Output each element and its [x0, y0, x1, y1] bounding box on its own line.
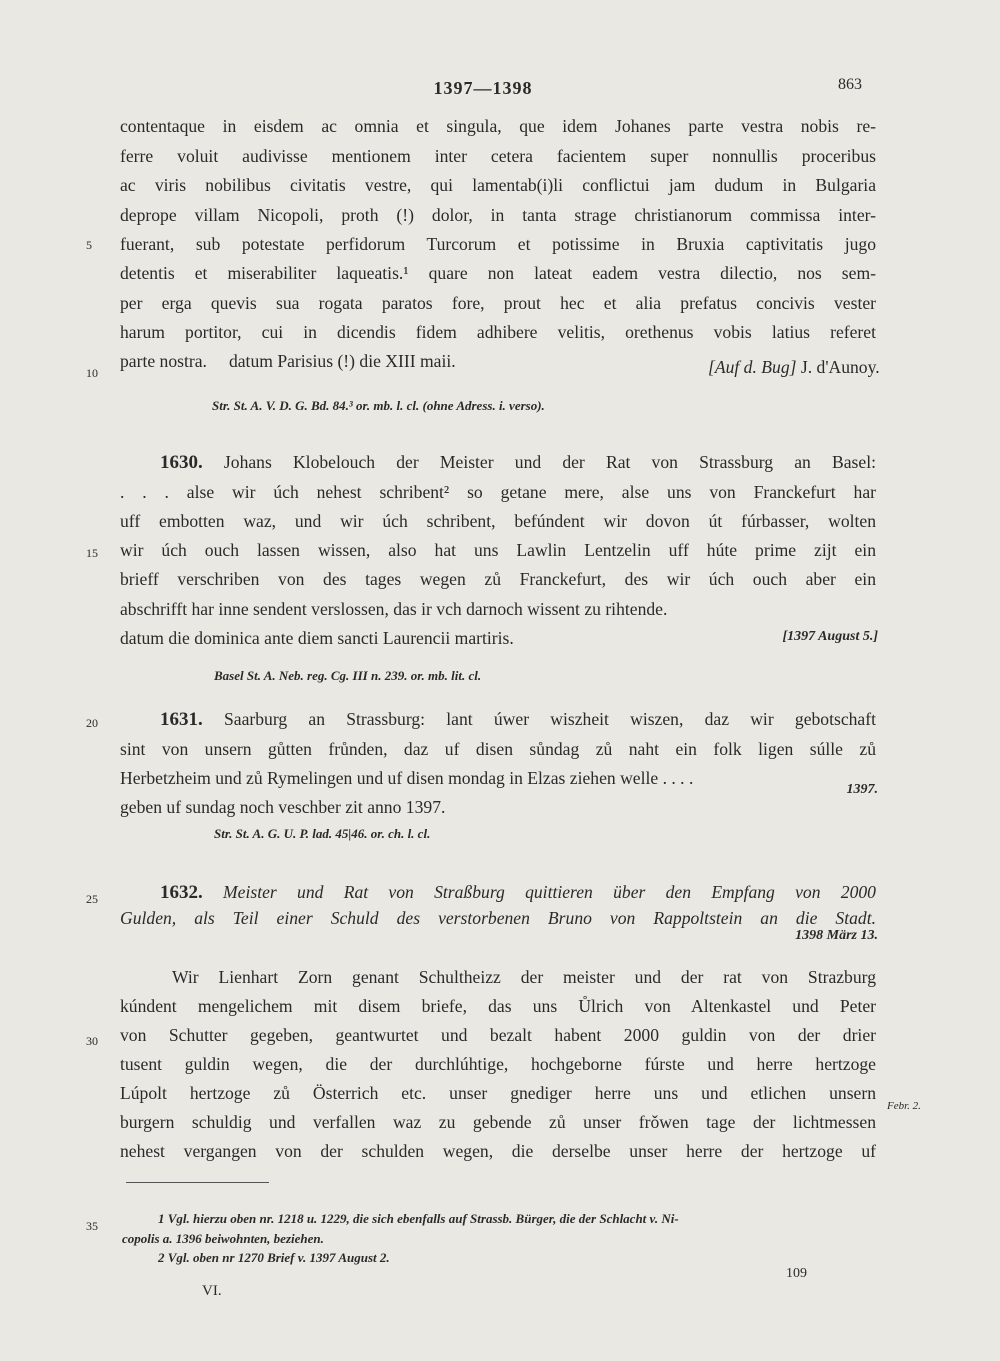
footnote: copolis a. 1396 beiwohnten, beziehen. [122, 1231, 324, 1246]
line-number: 15 [86, 546, 98, 560]
text-line: burgern schuldig und verfallen waz zu gebende zů unser frǒwen tage der lichtmessen [120, 1112, 876, 1132]
text-line: abschrifft har inne sendent verslossen, das ir vch darnoch wissent zu rihtende. [120, 599, 668, 619]
text-line: datum die dominica ante diem sancti Laurencii martiris. [120, 628, 514, 648]
entry-heading-text: Johans Klobelouch der Meister und der Rat von Strassburg an Basel: [223, 452, 876, 472]
text-line: detentis et miserabiliter laqueatis.¹ quare non lateat eadem vestra dilectio, nos sem- [120, 263, 876, 283]
text-line: von Schutter gegeben, geantwurtet und bezalt habent 2000 guldin von der drier [120, 1025, 876, 1045]
text-line: sint von unsern gůtten frůnden, daz uf disen sůndag zů naht ein folk ligen súlle zů [120, 739, 876, 759]
running-head: 1397—1398 [433, 78, 533, 98]
text-line: parte nostra. datum Parisius (!) die XIII maii. [120, 351, 456, 371]
footnote: 2 Vgl. oben nr 1270 Brief v. 1397 August 2. [158, 1250, 390, 1265]
text-line: deprope villam Nicopoli, proth (!) dolor, in tanta strage christianorum commissa inter- [120, 205, 876, 225]
line-number: 10 [86, 366, 98, 380]
footnote-rule [126, 1182, 269, 1183]
volume-mark: VI. [202, 1283, 222, 1299]
text-line: geben uf sundag noch veschber zit anno 1397. [120, 797, 446, 817]
entry-heading [160, 708, 876, 731]
entry-heading-text: Meister und Rat von Straßburg quittieren über den Empfang von 2000 [223, 882, 876, 902]
entry-heading-text: Saarburg an Strassburg: lant úwer wiszheit wiszen, daz wir gebotschaft [223, 709, 876, 729]
entry-date: 1398 März 13. [795, 928, 878, 943]
text-line: ferre voluit audivisse mentionem inter cetera facientem super nonnullis proceribus [120, 146, 876, 166]
source-note: Str. St. A. G. U. P. lad. 45|46. or. ch. l. cl. [214, 826, 431, 841]
entry-heading-continued: Gulden, als Teil einer Schuld des verstorbenen Bruno von Rappoltstein an die Stadt. [120, 908, 876, 928]
line-number: 20 [86, 716, 98, 730]
line-number: 30 [86, 1034, 98, 1048]
text-line: . . . alse wir úch nehest schribent² so getane mere, alse uns von Franckefurt har [120, 482, 876, 502]
entry-heading [160, 451, 876, 474]
text-line: Lúpolt hertzoge zů Österrich etc. unser gnediger herre uns und etlichen unsern [120, 1083, 876, 1103]
text-line: ac viris nobilibus civitatis vestre, qui lamentab(i)li conflictui jam dudum in Bulgaria [120, 175, 876, 195]
text-line: uff embotten waz, und wir úch schribent, befúndent wir dovon út fúrbasser, wolten [120, 511, 876, 531]
entry-date: 1397. [846, 782, 878, 797]
footnote: 1 Vgl. hierzu oben nr. 1218 u. 1229, die sich ebenfalls auf Strassb. Bürger, die der Schlacht v. Ni- [158, 1211, 679, 1226]
text-line: harum portitor, cui in dicendis fidem adhibere velitis, orethenus vobis latius referet [120, 322, 876, 342]
source-note: Basel St. A. Neb. reg. Cg. III n. 239. or. mb. lit. cl. [214, 668, 482, 683]
line-number: 5 [86, 238, 92, 252]
signature-label: [Auf d. Bug] [708, 357, 797, 377]
text-line: nehest vergangen von der schulden wegen, die derselbe unser herre der hertzoge uf [120, 1141, 876, 1161]
text-line: contentaque in eisdem ac omnia et singula, que idem Johanes parte vestra nobis re- [120, 116, 876, 136]
signature [708, 356, 880, 378]
text-line: Herbetzheim und zů Rymelingen und uf disen mondag in Elzas ziehen welle . . . . [120, 768, 694, 788]
page-number: 863 [838, 76, 862, 93]
signature-mark: 109 [786, 1266, 807, 1281]
entry-number: 1632. [160, 882, 203, 903]
text-line: per erga quevis sua rogata paratos fore, prout hec et alia prefatus concivis vester [120, 293, 876, 313]
signature-name: J. d'Aunoy. [800, 357, 880, 377]
text-line: brieff verschriben von des tages wegen zů Franckefurt, des wir úch ouch aber ein [120, 569, 876, 589]
text-line: wir úch ouch lassen wissen, also hat uns Lawlin Lentzelin uff húte prime zijt ein [120, 540, 876, 560]
line-number: 25 [86, 892, 98, 906]
source-note: Str. St. A. V. D. G. Bd. 84.³ or. mb. l. cl. (ohne Adress. i. verso). [212, 398, 545, 413]
entry-date: [1397 August 5.] [782, 629, 878, 644]
text-line: fuerant, sub potestate perfidorum Turcorum et potissime in Bruxia captivitatis jugo [120, 234, 876, 254]
entry-heading [160, 881, 876, 904]
text-line: Wir Lienhart Zorn genant Schultheizz der meister und der rat von Strazburg [172, 967, 876, 987]
text-line: kúndent mengelichem mit disem briefe, das uns Ůlrich von Altenkastel und Peter [120, 996, 876, 1016]
line-number: 35 [86, 1219, 98, 1233]
entry-number: 1631. [160, 709, 203, 730]
text-line: tusent guldin wegen, die der durchlúhtige, hochgeborne fúrste und herre hertzoge [120, 1054, 876, 1074]
entry-number: 1630. [160, 452, 203, 473]
margin-date-note: Febr. 2. [887, 1100, 921, 1112]
